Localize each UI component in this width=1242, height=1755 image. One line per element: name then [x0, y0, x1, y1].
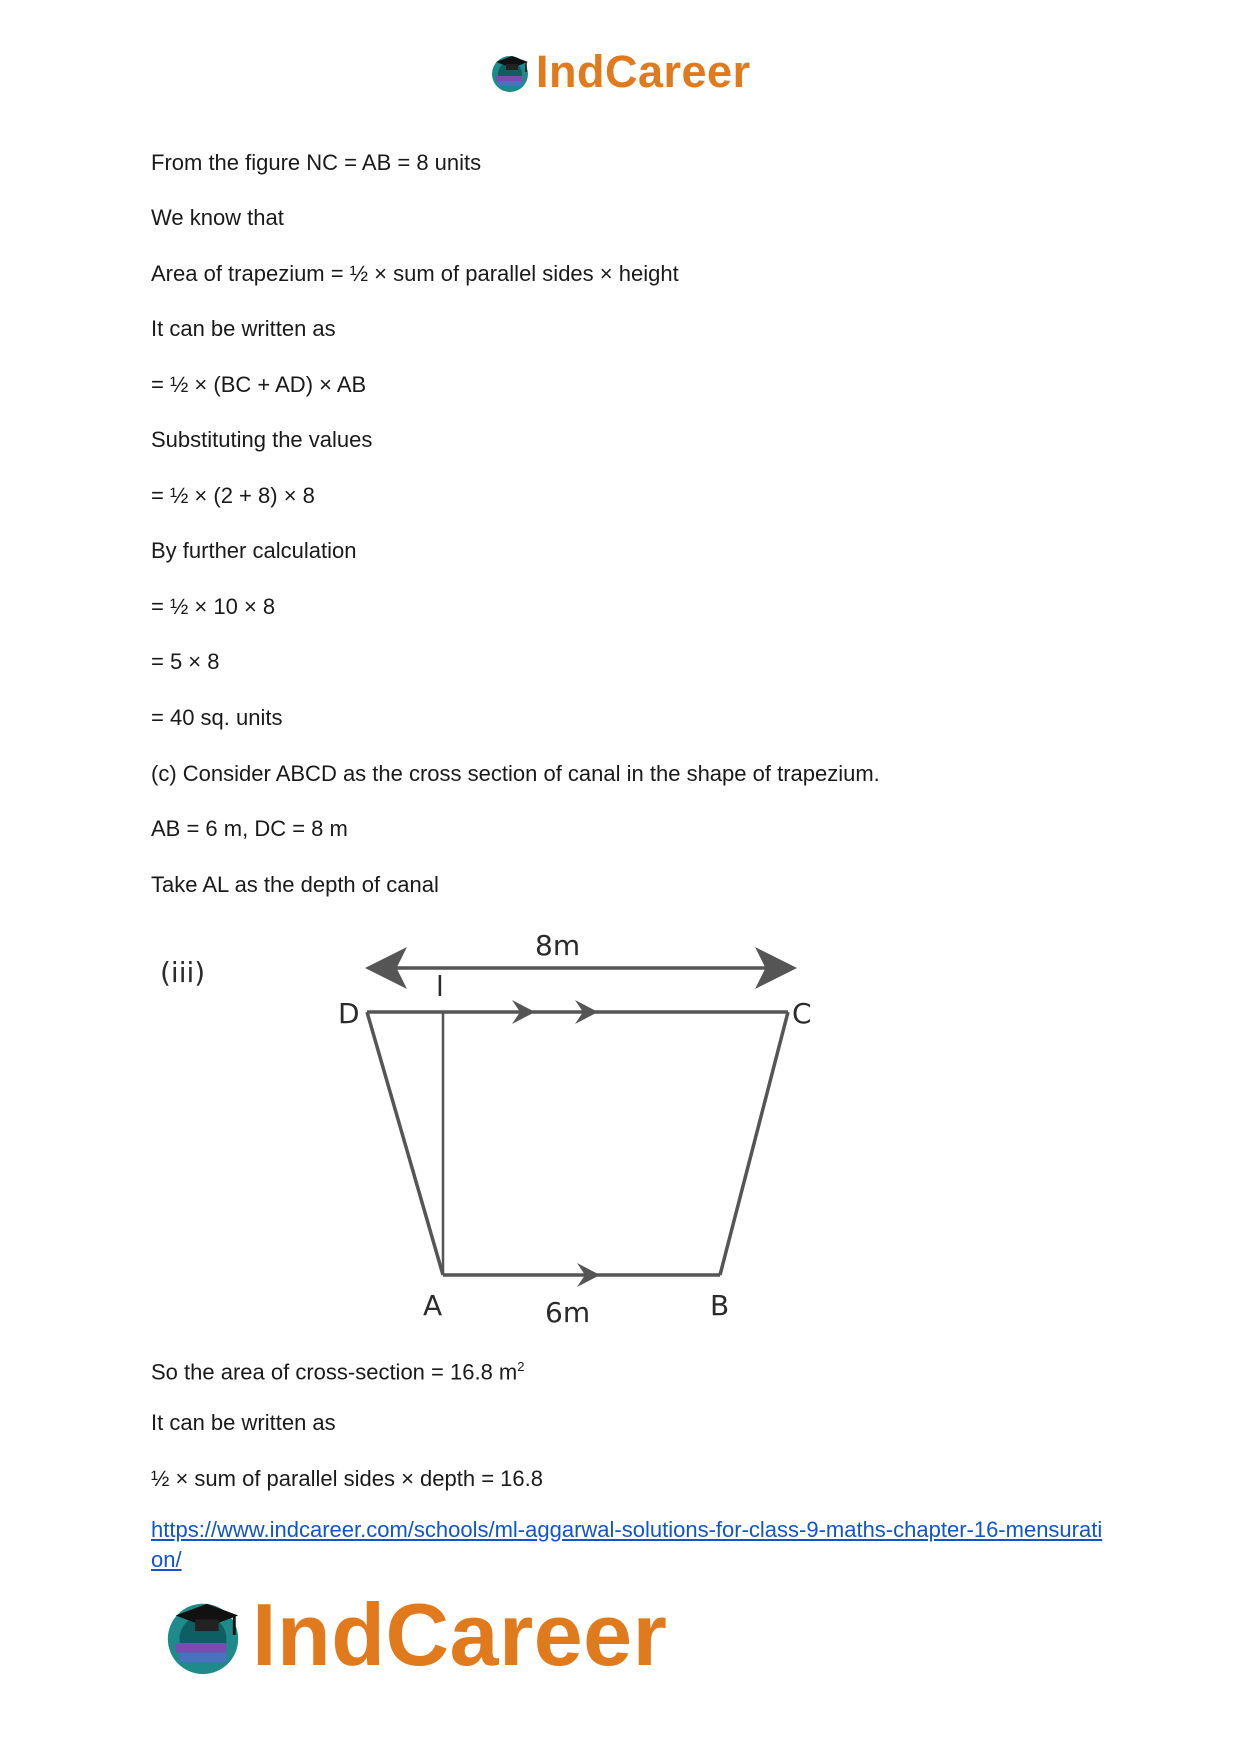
vertex-l: l: [436, 970, 444, 1003]
side-da: [367, 1012, 443, 1275]
text-line: = ½ × (BC + AD) × AB: [151, 372, 367, 397]
text-line: = 5 × 8: [151, 649, 220, 674]
graduation-cap-books-icon: [488, 50, 532, 94]
area-line: [151, 1353, 524, 1386]
text-line: Substituting the values: [151, 427, 373, 452]
footer-logo: [160, 1585, 720, 1685]
header-logo: [488, 42, 768, 102]
text-line: It can be written as: [151, 1410, 336, 1435]
source-link[interactable]: https://www.indcareer.com/schools/ml-aggarwal-solutions-for-class-9-maths-chapter-16-mensuration/: [151, 1517, 1103, 1572]
text-line: ½ × sum of parallel sides × depth = 16.8: [151, 1466, 543, 1491]
text-line: (c) Consider ABCD as the cross section of canal in the shape of trapezium.: [151, 761, 880, 786]
text-line: Area of trapezium = ½ × sum of parallel sides × height: [151, 261, 679, 286]
text-line: We know that: [151, 205, 284, 230]
area-line-text: So the area of cross-section = 16.8 m: [151, 1359, 518, 1385]
text-line: = 40 sq. units: [151, 705, 283, 730]
graduation-cap-books-icon: [160, 1592, 246, 1678]
area-line-sup: 2: [517, 1359, 525, 1374]
vertex-d: D: [338, 997, 360, 1030]
text-line: = ½ × 10 × 8: [151, 594, 276, 619]
text-line: = ½ × (2 + 8) × 8: [151, 483, 315, 508]
vertex-a: A: [423, 1289, 443, 1322]
vertex-c: C: [792, 997, 812, 1030]
text-line: It can be written as: [151, 316, 336, 341]
text-line: AB = 6 m, DC = 8 m: [151, 816, 348, 841]
bottom-length-label: 6m: [545, 1296, 591, 1329]
vertex-b: B: [710, 1289, 730, 1322]
trapezium-figure: [150, 920, 850, 1340]
text-line: Take AL as the depth of canal: [151, 872, 439, 897]
text-line: From the figure NC = AB = 8 units: [151, 150, 482, 175]
text-line: By further calculation: [151, 538, 357, 563]
brand-name-footer: IndCareer: [252, 1585, 668, 1684]
side-bc: [720, 1012, 788, 1275]
brand-name: IndCareer: [536, 46, 751, 97]
top-length-label: 8m: [535, 929, 581, 962]
figure-label: (iii): [160, 956, 206, 989]
